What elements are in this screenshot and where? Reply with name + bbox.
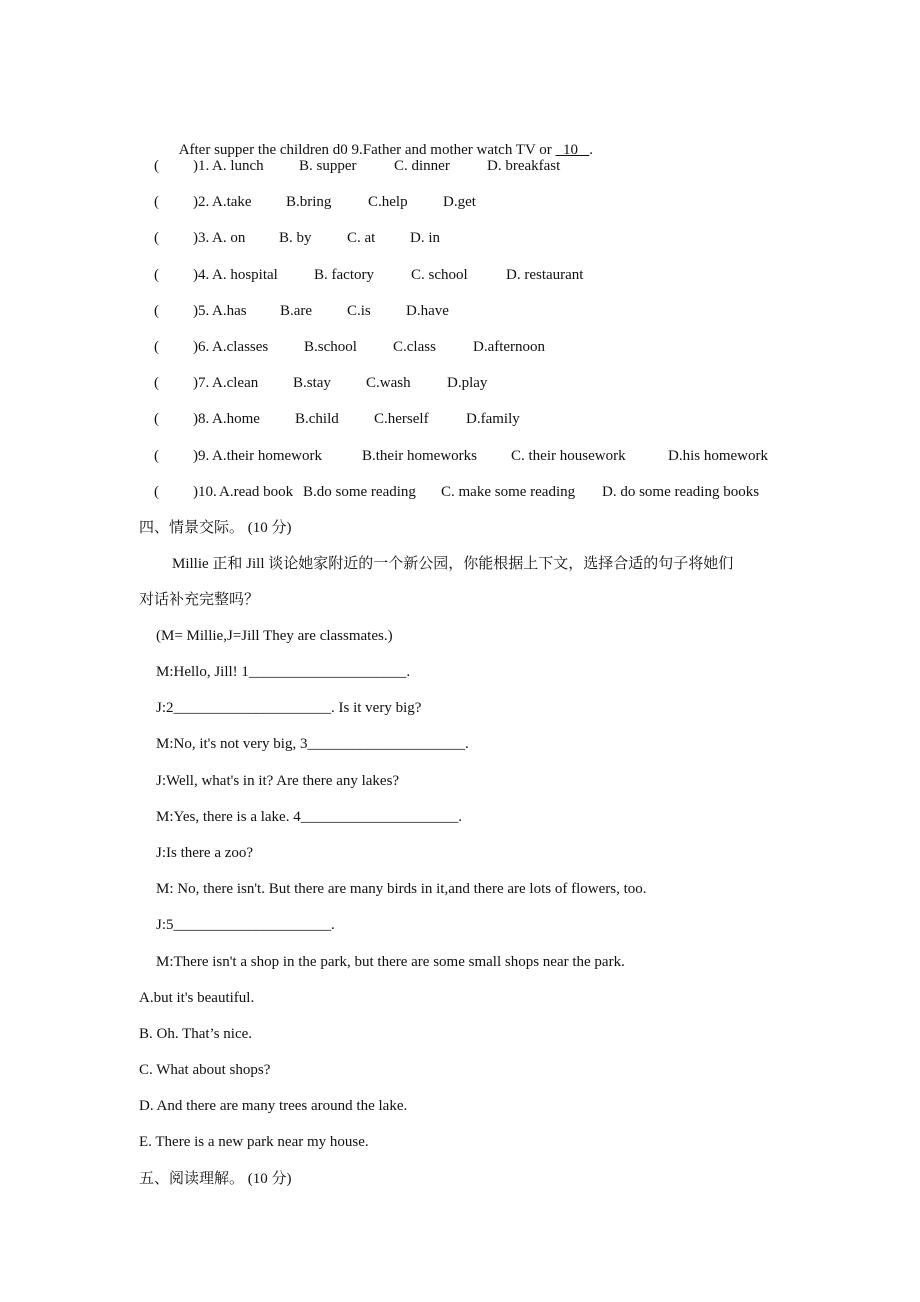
answer-paren-open: ( [154, 230, 159, 246]
answer-paren-close: ) [193, 230, 198, 246]
question-number: 1. [198, 158, 210, 174]
answer-option: E. There is a new park near my house. [139, 1134, 369, 1150]
choice-option: B.child [295, 411, 339, 427]
answer-paren-open: ( [154, 411, 159, 427]
choice-option: C. dinner [394, 158, 450, 174]
choice-option: D.get [443, 194, 476, 210]
dialogue-line: J:Well, what's in it? Are there any lakes? [156, 773, 400, 789]
choice-option: C.class [393, 339, 436, 355]
dialogue-line: J:2_____________________. Is it very big? [156, 700, 422, 716]
dialogue-line: M:Yes, there is a lake. 4_____________________. [156, 809, 462, 825]
choice-option: B.school [304, 339, 357, 355]
choice-option: D.family [466, 411, 520, 427]
choice-option: B.do some reading [303, 484, 416, 500]
answer-paren-open: ( [154, 158, 159, 174]
choice-option: C.herself [374, 411, 429, 427]
intro-text: After supper the children d0 9.Father and mother watch TV or [178, 142, 556, 158]
choice-option: C. their housework [511, 448, 626, 464]
choice-option: C. make some reading [441, 484, 576, 500]
choice-option: C.wash [366, 375, 411, 391]
answer-paren-open: ( [154, 303, 159, 319]
choice-option: A. lunch [212, 158, 264, 174]
answer-paren-close: ) [193, 411, 198, 427]
answer-paren-open: ( [154, 484, 159, 500]
question-number: 2. [198, 194, 210, 210]
blank-10: 10 [555, 142, 590, 158]
answer-paren-close: ) [193, 194, 198, 210]
dialogue-line: M:Hello, Jill! 1_____________________. [156, 664, 411, 680]
intro-end: . [589, 142, 594, 158]
choice-option: A.clean [212, 375, 259, 391]
choice-option: B.bring [286, 194, 332, 210]
choice-option: A.read book [219, 484, 294, 500]
section4-heading: 四、情景交际。 (10 分) [139, 520, 292, 536]
answer-paren-open: ( [154, 339, 159, 355]
choice-option: A. on [212, 230, 246, 246]
dialogue-line: M:There isn't a shop in the park, but there are some small shops near the park. [156, 954, 625, 970]
answer-paren-close: ) [193, 303, 198, 319]
choice-option: A.take [212, 194, 252, 210]
choice-option: D.have [406, 303, 449, 319]
question-number: 8. [198, 411, 210, 427]
choice-option: A. hospital [212, 267, 278, 283]
choice-option: C.is [347, 303, 371, 319]
answer-option: D. And there are many trees around the lake. [139, 1098, 408, 1114]
section4-intro-line2: 对话补充完整吗？ [139, 592, 260, 608]
choice-option: D. do some reading books [602, 484, 760, 500]
answer-option: C. What about shops? [139, 1062, 271, 1078]
choice-option: C. at [347, 230, 376, 246]
question-number: 9. [198, 448, 210, 464]
choice-option: A.classes [212, 339, 269, 355]
choice-option: D. breakfast [487, 158, 561, 174]
dialogue-line: J:Is there a zoo? [156, 845, 254, 861]
choice-option: B.their homeworks [362, 448, 477, 464]
choice-option: A.has [212, 303, 247, 319]
question-number: 5. [198, 303, 210, 319]
choice-option: B. by [279, 230, 312, 246]
choice-option: B.stay [293, 375, 331, 391]
question-number: 6. [198, 339, 210, 355]
answer-paren-close: ) [193, 158, 198, 174]
choice-option: A.their homework [212, 448, 322, 464]
choice-option: A.home [212, 411, 260, 427]
answer-option: A.but it's beautiful. [139, 990, 255, 1006]
question-number: 4. [198, 267, 210, 283]
choice-option: C.help [368, 194, 408, 210]
answer-paren-open: ( [154, 194, 159, 210]
question-number: 10. [198, 484, 217, 500]
choice-option: D.afternoon [473, 339, 546, 355]
intro-line [172, 120, 593, 160]
question-number: 7. [198, 375, 210, 391]
section4-note: (M= Millie,J=Jill They are classmates.) [156, 628, 393, 644]
choice-option: D. restaurant [506, 267, 584, 283]
answer-paren-open: ( [154, 267, 159, 283]
question-number: 3. [198, 230, 210, 246]
choice-option: D. in [410, 230, 440, 246]
choice-option: D.play [447, 375, 488, 391]
answer-paren-open: ( [154, 448, 159, 464]
section4-intro-line1: Millie 正和 Jill 谈论她家附近的一个新公园，你能根据上下文，选择合适的句子将她们 [172, 556, 734, 572]
choice-option: C. school [411, 267, 468, 283]
choice-option: B. supper [299, 158, 357, 174]
answer-paren-close: ) [193, 484, 198, 500]
choice-option: B.are [280, 303, 313, 319]
answer-paren-close: ) [193, 375, 198, 391]
answer-option: B. Oh. That’s nice. [139, 1026, 253, 1042]
answer-paren-close: ) [193, 448, 198, 464]
dialogue-line: M: No, there isn't. But there are many birds in it,and there are lots of flowers, too. [156, 881, 647, 897]
dialogue-line: M:No, it's not very big, 3_____________________. [156, 736, 469, 752]
section5-heading: 五、阅读理解。 (10 分) [139, 1171, 292, 1187]
choice-option: D.his homework [668, 448, 768, 464]
dialogue-line: J:5_____________________. [156, 917, 335, 933]
choice-option: B. factory [314, 267, 374, 283]
answer-paren-close: ) [193, 267, 198, 283]
answer-paren-open: ( [154, 375, 159, 391]
answer-paren-close: ) [193, 339, 198, 355]
